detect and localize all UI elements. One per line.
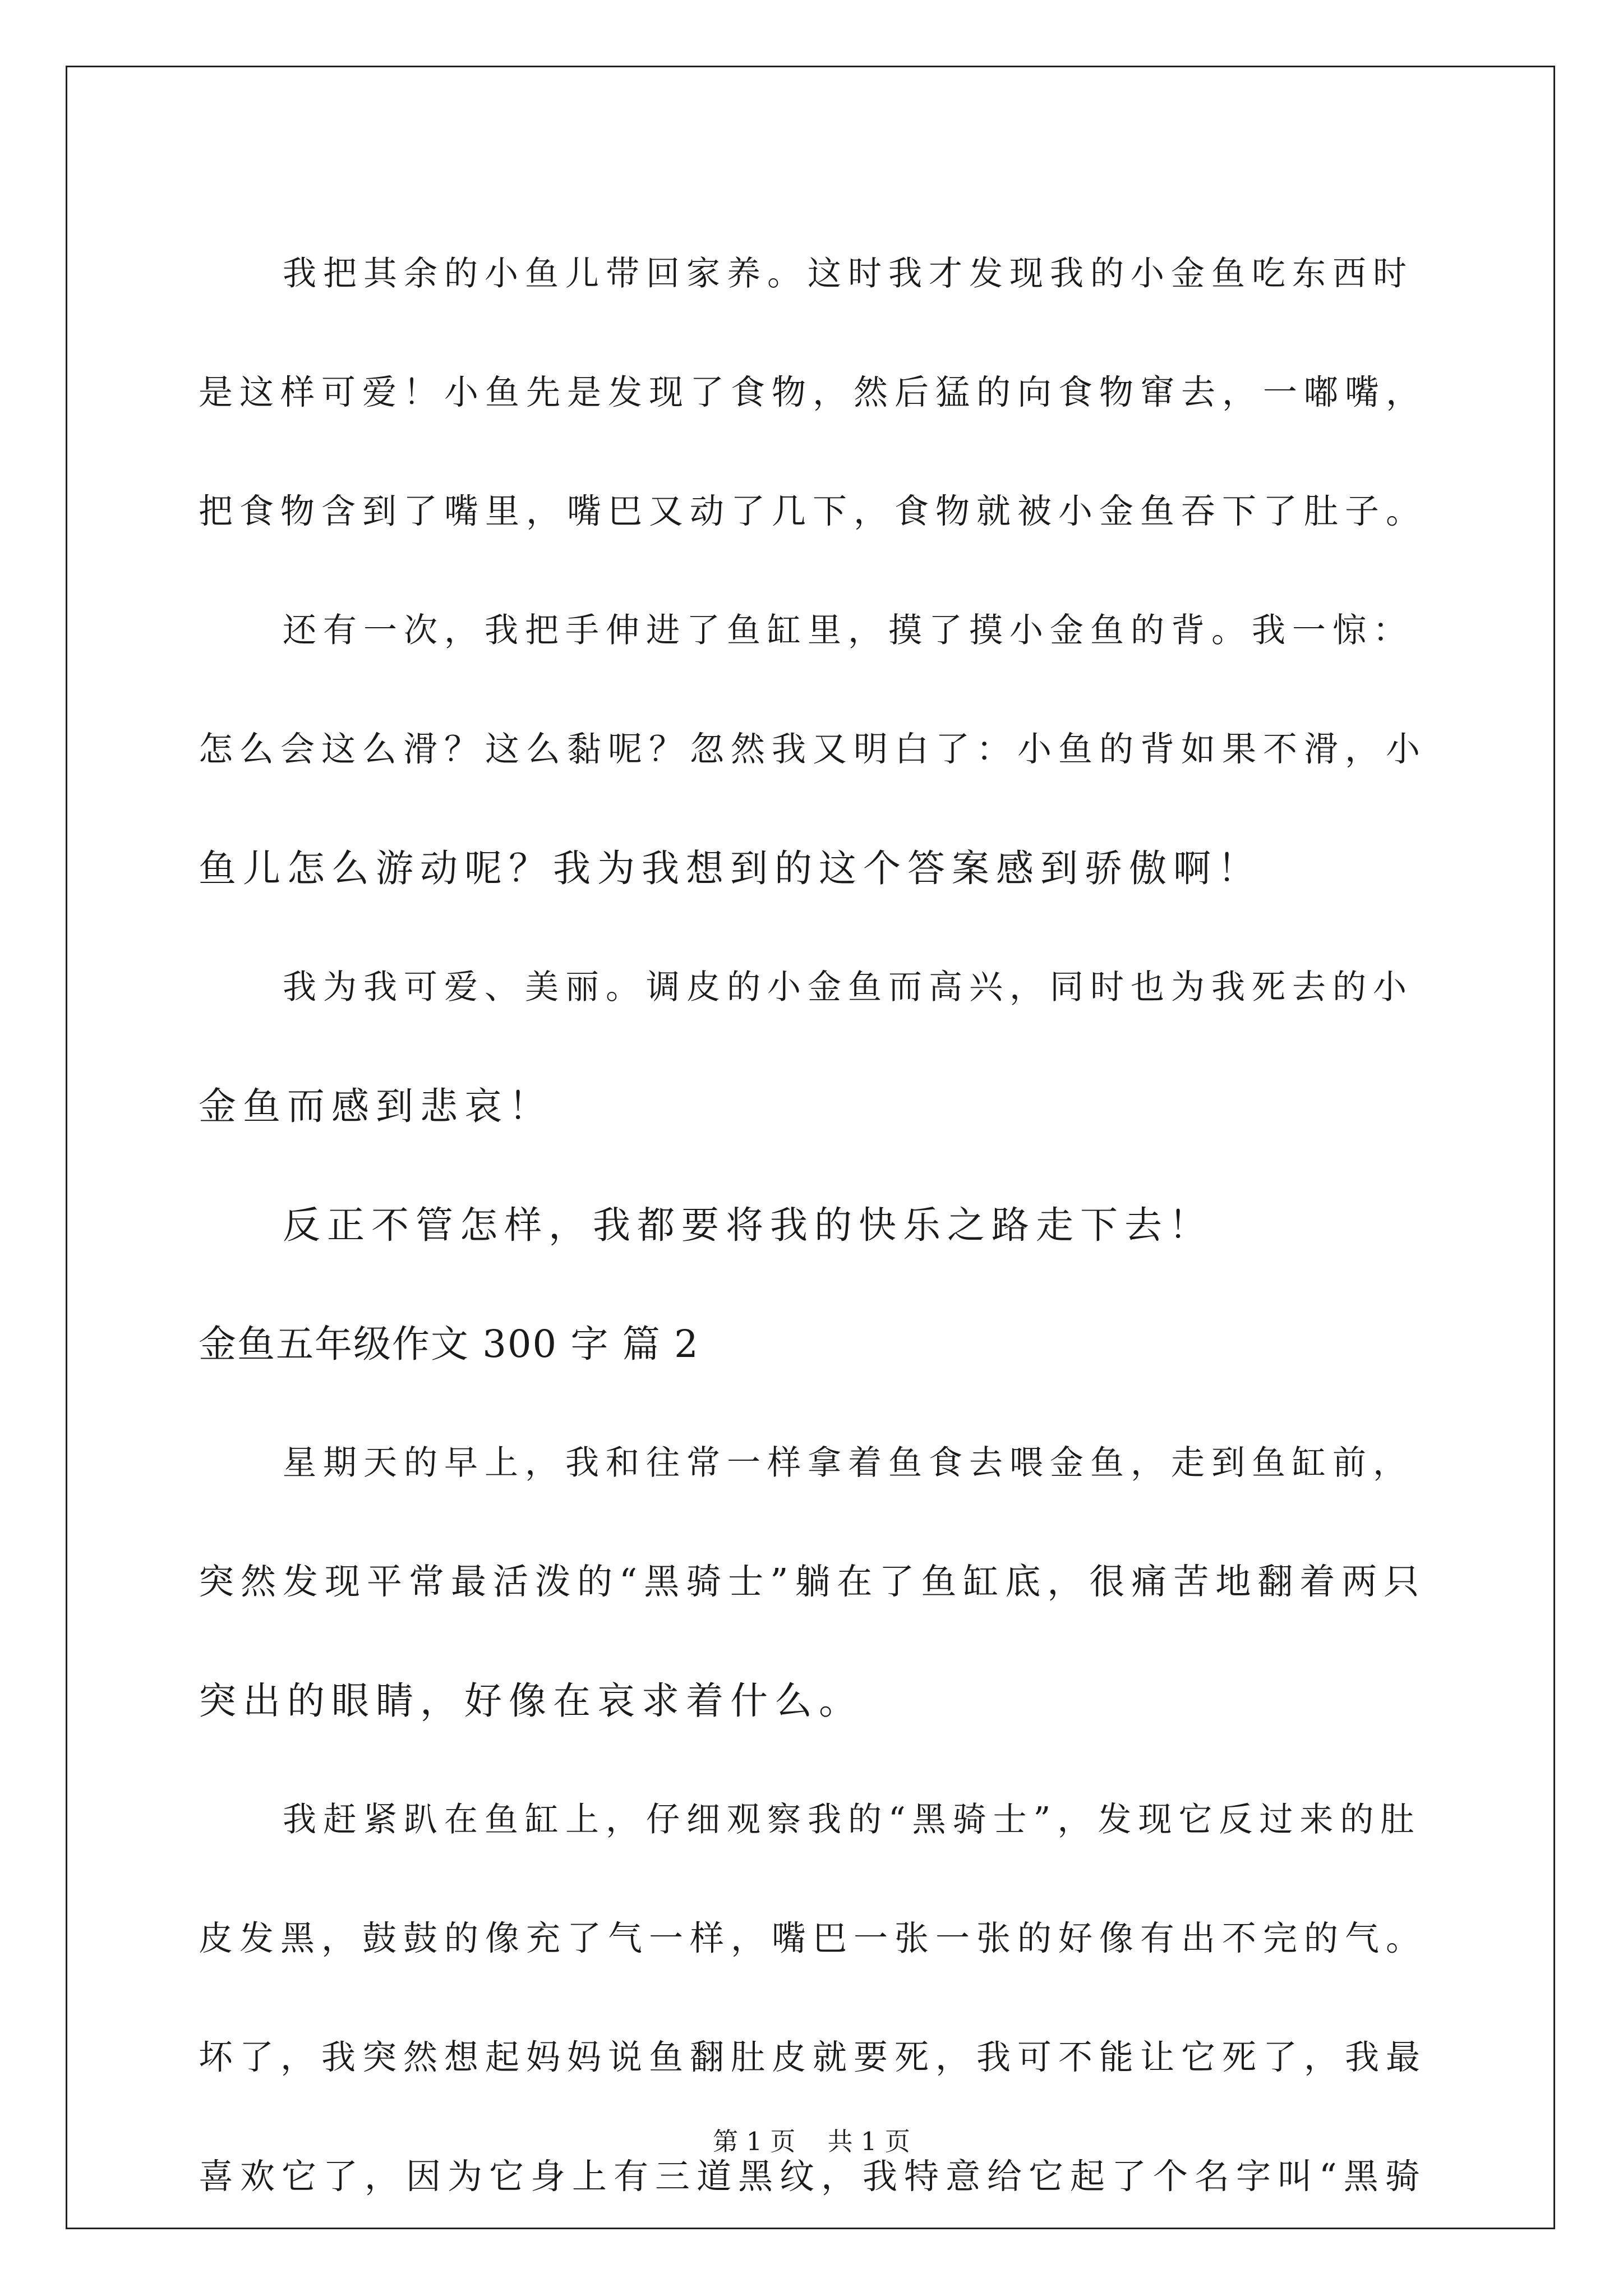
text-line-4: 还有一次，我把手伸进了鱼缸里，摸了摸小金鱼的背。我一惊： <box>283 611 1413 650</box>
text-line-13: 突出的眼睛，好像在哀求着什么。 <box>199 1679 863 1723</box>
text-line-12: 突然发现平常最活泼的“黑骑士”躺在了鱼缸底，很痛苦地翻着两只 <box>199 1561 1426 1602</box>
text-line-8: 金鱼而感到悲哀！ <box>199 1084 553 1128</box>
page-footer: 第 1 页 共 1 页 <box>713 2127 910 2156</box>
section-heading: 金鱼五年级作文 300 字 篇 2 <box>199 1322 699 1366</box>
text-line-1: 我把其余的小鱼儿带回家养。这时我才发现我的小金鱼吃东西时 <box>283 254 1413 293</box>
text-line-14: 我赶紧趴在鱼缸上，仔细观察我的“黑骑士”，发现它反过来的肚 <box>283 1800 1421 1839</box>
text-line-5: 怎么会这么滑？这么黏呢？忽然我又明白了：小鱼的背如果不滑，小 <box>199 729 1427 769</box>
text-line-9: 反正不管怎样，我都要将我的快乐之路走下去！ <box>283 1203 1213 1247</box>
text-line-7: 我为我可爱、美丽。调皮的小金鱼而高兴，同时也为我死去的小 <box>283 968 1413 1007</box>
text-line-3: 把食物含到了嘴里，嘴巴又动了几下，食物就被小金鱼吞下了肚子。 <box>199 491 1427 531</box>
text-line-11: 星期天的早上，我和往常一样拿着鱼食去喂金鱼，走到鱼缸前， <box>283 1443 1413 1483</box>
text-line-2: 是这样可爱！小鱼先是发现了食物，然后猛的向食物窜去，一嘟嘴， <box>199 372 1427 412</box>
text-line-16: 坏了，我突然想起妈妈说鱼翻肚皮就要死，我可不能让它死了，我最 <box>199 2037 1427 2077</box>
text-line-17: 喜欢它了，因为它身上有三道黑纹，我特意给它起了个名字叫“黑骑 <box>199 2156 1427 2197</box>
text-line-15: 皮发黑，鼓鼓的像充了气一样，嘴巴一张一张的好像有出不完的气。 <box>199 1918 1427 1958</box>
document-body <box>199 214 1427 2236</box>
text-line-6: 鱼儿怎么游动呢？我为我想到的这个答案感到骄傲啊！ <box>199 846 1262 890</box>
